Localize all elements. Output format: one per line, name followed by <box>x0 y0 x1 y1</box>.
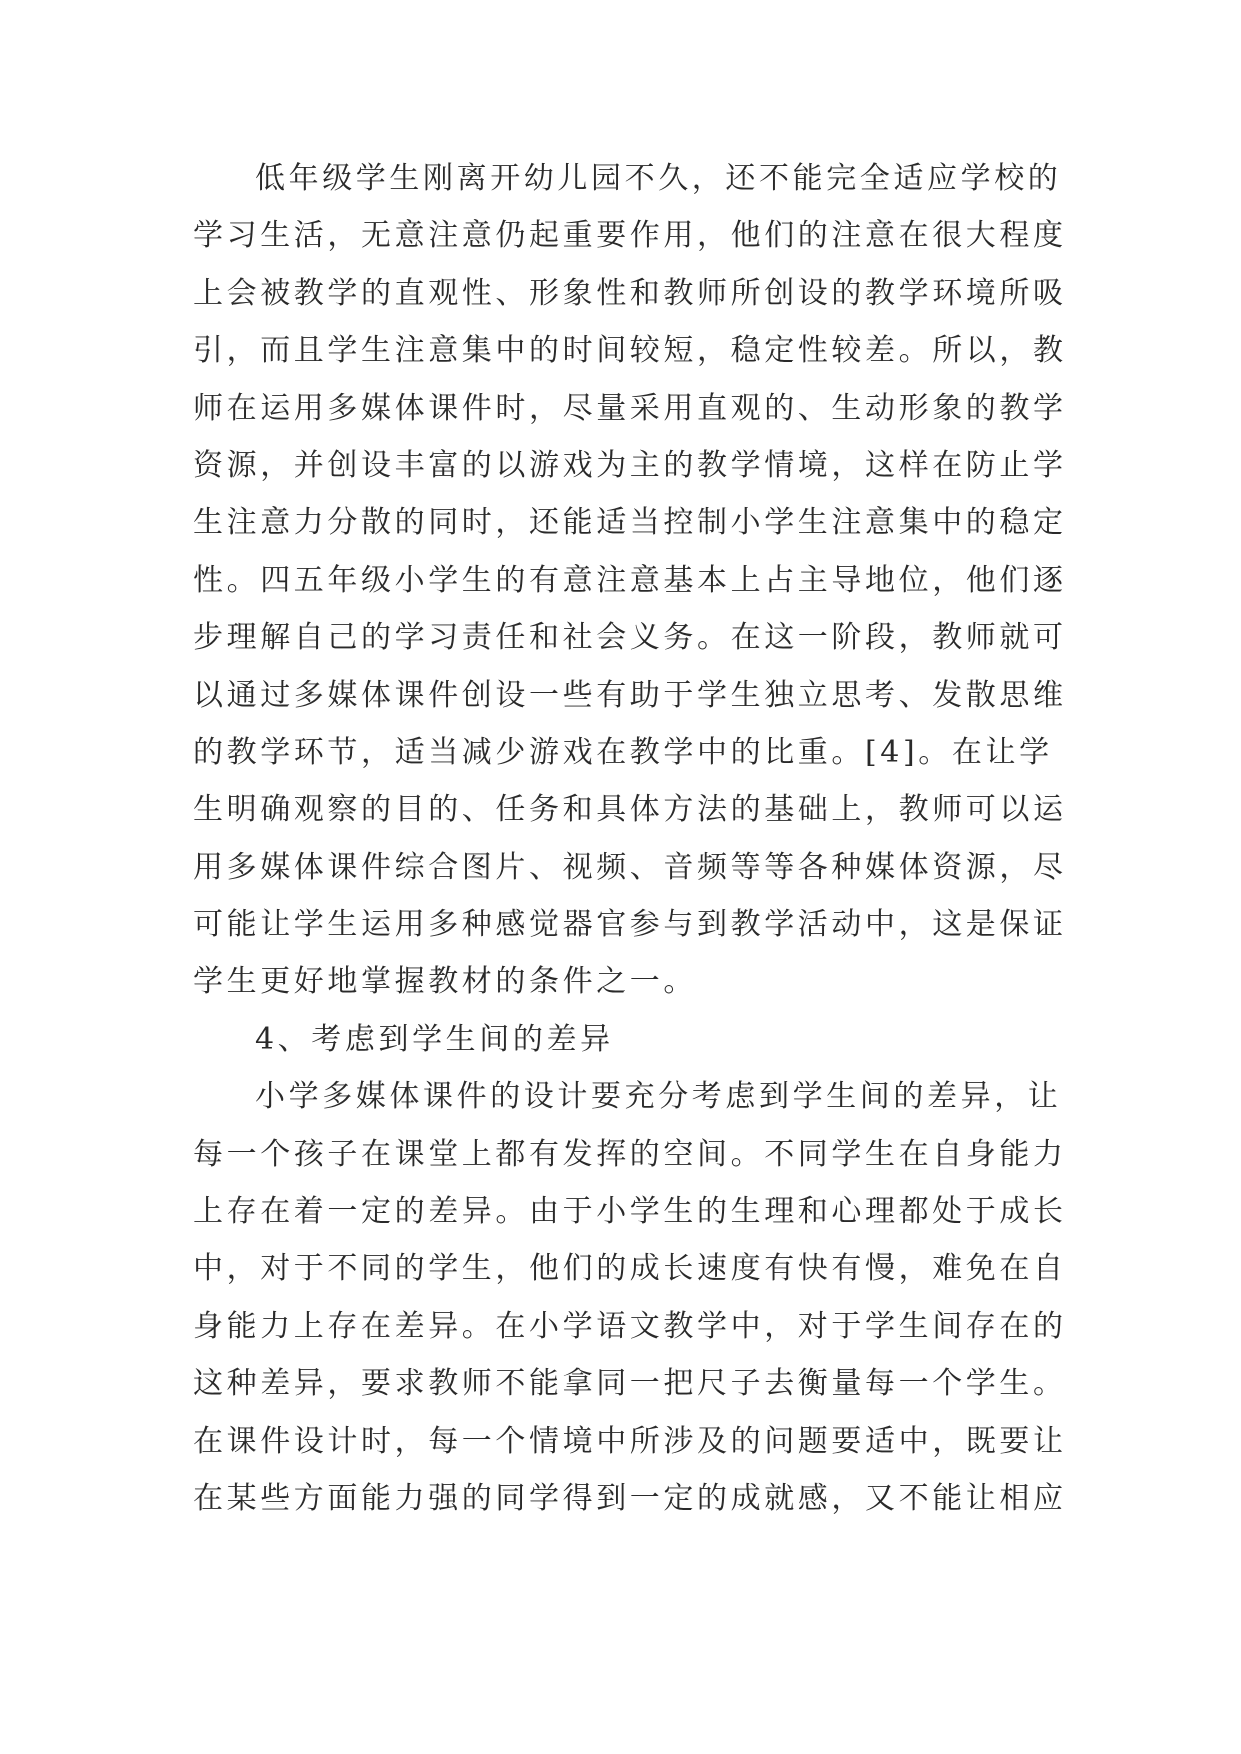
text-line: 生明确观察的目的、任务和具体方法的基础上，教师可以运 <box>193 792 1067 828</box>
text-line: 每一个孩子在课堂上都有发挥的空间。不同学生在自身能力 <box>193 1136 1067 1172</box>
text-line: 在课件设计时，每一个情境中所涉及的问题要适中，既要让 <box>193 1423 1067 1459</box>
section-heading: 4、考虑到学生间的差异 <box>255 1021 614 1057</box>
text-line: 在某些方面能力强的同学得到一定的成就感，又不能让相应 <box>193 1480 1067 1516</box>
text-line: 以通过多媒体课件创设一些有助于学生独立思考、发散思维 <box>193 677 1067 713</box>
text-line: 师在运用多媒体课件时，尽量采用直观的、生动形象的教学 <box>193 390 1067 426</box>
text-line: 的教学环节，适当减少游戏在教学中的比重。[4]。在让学 <box>193 734 1053 770</box>
text-line: 步理解自己的学习责任和社会义务。在这一阶段，教师就可 <box>193 620 1067 656</box>
text-line: 引，而且学生注意集中的时间较短，稳定性较差。所以，教 <box>193 333 1067 369</box>
paragraph-first-line: 小学多媒体课件的设计要充分考虑到学生间的差异，让 <box>255 1079 1062 1115</box>
body-text <box>193 150 1067 1527</box>
text-line: 资源，并创设丰富的以游戏为主的教学情境，这样在防止学 <box>193 447 1067 483</box>
text-line: 性。四五年级小学生的有意注意基本上占主导地位，他们逐 <box>193 562 1067 598</box>
text-line: 上会被教学的直观性、形象性和教师所创设的教学环境所吸 <box>193 275 1067 311</box>
text-line: 学生更好地掌握教材的条件之一。 <box>193 964 697 1000</box>
text-line: 身能力上存在差异。在小学语文教学中，对于学生间存在的 <box>193 1308 1067 1344</box>
text-line: 学习生活，无意注意仍起重要作用，他们的注意在很大程度 <box>193 218 1067 254</box>
text-line: 用多媒体课件综合图片、视频、音频等等各种媒体资源，尽 <box>193 849 1067 885</box>
text-line: 上存在着一定的差异。由于小学生的生理和心理都处于成长 <box>193 1194 1067 1230</box>
text-line: 可能让学生运用多种感觉器官参与到教学活动中，这是保证 <box>193 907 1067 943</box>
paragraph-first-line: 低年级学生刚离开幼儿园不久，还不能完全适应学校的 <box>255 161 1062 196</box>
text-line: 生注意力分散的同时，还能适当控制小学生注意集中的稳定 <box>193 505 1067 541</box>
text-line: 中，对于不同的学生，他们的成长速度有快有慢，难免在自 <box>193 1251 1067 1287</box>
text-line: 这种差异，要求教师不能拿同一把尺子去衡量每一个学生。 <box>193 1366 1067 1402</box>
